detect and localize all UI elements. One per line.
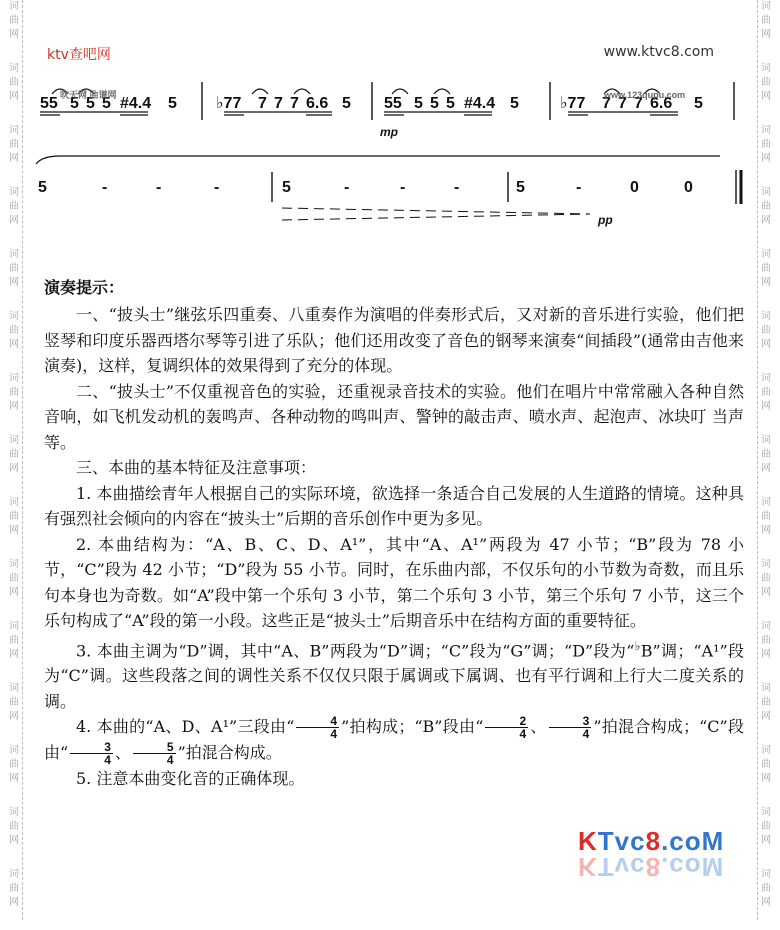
note: 5: [102, 95, 111, 112]
score-row2-barlines: [272, 170, 741, 204]
paragraph-5: 2. 本曲结构为：“A、B、C、D、A¹”，其中“A、A¹”两段为 47 小节；“B”段为 78 小节，“C”段为 42 小节；“D”段为 55 小节。同时，在乐曲内部，不仅乐句的小节数为奇数，而且乐句本身也为奇数。如“A”段中第一个乐句 3 小节，第二个乐句 3 小节，第三个乐句 7 小节，这三个乐句构成了“A”段的第一小段。这些正是“披头士”后期音乐中在结构方面的重要特征。: [44, 534, 744, 630]
side-watermark-group: 词 曲 网: [9, 683, 19, 722]
time-signature-5-4: [133, 741, 176, 766]
left-side-watermark: [3, 0, 25, 930]
note: 5: [414, 95, 423, 112]
side-watermark-group: 词 曲 网: [9, 497, 19, 536]
note: 5: [342, 95, 351, 112]
right-side-watermark: [755, 0, 777, 930]
side-watermark-group: 词 曲 网: [761, 1, 771, 40]
side-watermark-group: 词 曲 网: [761, 807, 771, 846]
note: 5: [86, 95, 95, 112]
note: 6.6: [306, 95, 329, 112]
overlay-watermark: 吹天网 曲谱网: [60, 90, 117, 100]
time-signature-3-4: [70, 741, 113, 766]
ktvc8-logo: [578, 826, 724, 882]
paragraph-7-part-a: 4. 本曲的“A、D、A¹”三段由“: [76, 717, 295, 737]
side-watermark-group: 词 曲 网: [9, 187, 19, 226]
note: 5: [510, 95, 519, 112]
flat-sign: ♭: [634, 638, 641, 653]
note: 5: [446, 95, 455, 112]
note: 7: [618, 95, 627, 112]
dynamic-mp: mp: [380, 125, 398, 139]
note: ♭77: [560, 95, 586, 112]
side-watermark-group: 词 曲 网: [9, 869, 19, 908]
side-watermark-group: 词 曲 网: [761, 373, 771, 412]
note: #4.4: [464, 95, 496, 112]
side-watermark-group: 词 曲 网: [761, 63, 771, 102]
paragraph-3: 三、本曲的基本特征及注意事项：: [76, 458, 317, 477]
side-watermark-group: 词 曲 网: [761, 621, 771, 660]
side-watermark-group: 词 曲 网: [9, 559, 19, 598]
paragraph-6-part-a: 3. 本曲主调为“D”调，其中“A、B”两段为“D”调；“C”段为“G”调；“D”段为“: [76, 640, 635, 660]
note: -: [156, 179, 162, 196]
note: 55: [40, 95, 58, 112]
logo-tvc: Tvc: [597, 826, 646, 856]
paragraph-7-part-d: ”拍混合构成；“C”段由“: [44, 717, 744, 763]
side-watermark-group: 词 曲 网: [9, 807, 19, 846]
time-signature-3-4: [549, 715, 592, 740]
note: 5: [38, 179, 47, 196]
side-watermark-group: 词 曲 网: [761, 125, 771, 164]
side-watermark-group: 词 曲 网: [9, 435, 19, 474]
logo-reflection: KTvc8.coM: [578, 852, 725, 882]
note: 5: [516, 179, 525, 196]
performance-notes: [44, 302, 744, 792]
side-watermark-group: 词 曲 网: [9, 63, 19, 102]
logo-8: 8: [645, 826, 662, 856]
note: -: [214, 179, 220, 196]
side-watermark-group: 词 曲 网: [9, 373, 19, 412]
paragraph-6: [44, 634, 744, 715]
note: 5: [168, 95, 177, 112]
side-watermark-group: 词 曲 网: [761, 683, 771, 722]
overlay-watermark: www.123qupu.com: [604, 90, 686, 100]
side-watermark-group: 词 曲 网: [761, 497, 771, 536]
brand-label: ktv查吧网: [47, 47, 111, 63]
note: -: [344, 179, 350, 196]
paragraph-8: 5. 注意本曲变化音的正确体现。: [76, 769, 305, 789]
side-watermark-group: 词 曲 网: [9, 745, 19, 784]
note: -: [576, 179, 582, 196]
note: -: [102, 179, 108, 196]
dynamic-pp: pp: [598, 213, 613, 227]
note: 7: [634, 95, 643, 112]
logo-k: K: [578, 826, 598, 856]
note: ♭77: [216, 95, 242, 112]
paragraph-4: 1. 本曲描绘青年人根据自己的实际环境，欲选择一条适合自己发展的人生道路的情境。这种具有强烈社会倾向的内容在“披头士”后期的音乐创作中更为多见。: [44, 483, 744, 528]
note: -: [454, 179, 460, 196]
side-watermark-group: 词 曲 网: [761, 869, 771, 908]
note: 55: [384, 95, 402, 112]
paragraph-6-part-b: B”调；“A¹”段为“C”调。这些段落之间的调性关系不仅仅只限于属调或下属调、也有平行调和上行大二度关系的调。: [44, 640, 744, 711]
side-watermark-group: 词 曲 网: [761, 435, 771, 474]
side-watermark-group: 词 曲 网: [9, 125, 19, 164]
section-title: 演奏提示：: [44, 278, 125, 297]
logo-com: .coM: [661, 826, 725, 856]
fraction-denominator: 4: [582, 727, 590, 742]
fraction-numerator: 3: [70, 741, 113, 754]
fraction-denominator: 4: [104, 753, 111, 768]
side-watermark-group: 词 曲 网: [9, 621, 19, 660]
score-row1-slurs: [52, 89, 660, 94]
fraction-denominator: 4: [166, 753, 174, 768]
score-row1-beams: [40, 112, 678, 115]
decrescendo-hairpin: [282, 208, 590, 220]
note: 5: [70, 95, 79, 112]
note: 7: [258, 95, 267, 112]
fraction-denominator: 4: [519, 727, 527, 742]
note: #4.4: [120, 95, 152, 112]
note: 6.6: [650, 95, 673, 112]
side-watermark-group: 词 曲 网: [761, 249, 771, 288]
note: 7: [602, 95, 611, 112]
time-signature-2-4: [485, 715, 528, 740]
side-watermark-group: 词 曲 网: [761, 187, 771, 226]
paragraph-7-sep: 、: [530, 717, 547, 737]
note: 5: [282, 179, 291, 196]
paragraph-7: [44, 714, 744, 766]
score-row2-slur: [36, 156, 720, 164]
note: 0: [684, 179, 693, 196]
site-url: www.ktvc8.com: [603, 44, 714, 60]
note: 5: [694, 95, 703, 112]
note: 7: [290, 95, 299, 112]
paragraph-7-sep: 、: [114, 743, 131, 763]
note: 7: [274, 95, 283, 112]
fraction-numerator: 5: [133, 741, 176, 754]
side-watermark-group: 词 曲 网: [9, 1, 19, 40]
note: 0: [630, 179, 639, 196]
paragraph-2: 二、“披头士”不仅重视音色的实验，还重视录音技术的实验。他们在唱片中常常融入各种自然音响，如飞机发动机的轰鸣声、各种动物的鸣叫声、警钟的敲击声、喷水声、起泡声、冰块叮 当声等。: [44, 381, 744, 452]
fraction-numerator: 4: [296, 715, 339, 728]
time-signature-4-4: [296, 715, 339, 740]
side-watermark-group: 词 曲 网: [9, 249, 19, 288]
fraction-denominator: 4: [330, 727, 338, 742]
fraction-numerator: 3: [549, 715, 592, 728]
fraction-numerator: 2: [485, 715, 528, 728]
side-watermark-group: 词 曲 网: [761, 559, 771, 598]
note: 5: [430, 95, 439, 112]
note: -: [400, 179, 406, 196]
side-watermark-group: 词 曲 网: [761, 745, 771, 784]
paragraph-1: 一、“披头士”继弦乐四重奏、八重奏作为演唱的伴奏形式后，又对新的音乐进行实验，他们把竖琴和印度乐器西塔尔琴等引进了乐队；他们还用改变了音色的钢琴来演奏“间插段”(通常由吉他来演奏)，这样，复调织体的效果得到了充分的体现。: [44, 305, 744, 375]
score-excerpt: [30, 64, 748, 260]
side-watermark-group: 词 曲 网: [761, 311, 771, 350]
paragraph-7-part-b: ”拍构成；“B”段由“: [341, 717, 484, 737]
paragraph-7-part-f: ”拍混合构成。: [177, 743, 282, 763]
side-watermark-group: 词 曲 网: [9, 311, 19, 350]
